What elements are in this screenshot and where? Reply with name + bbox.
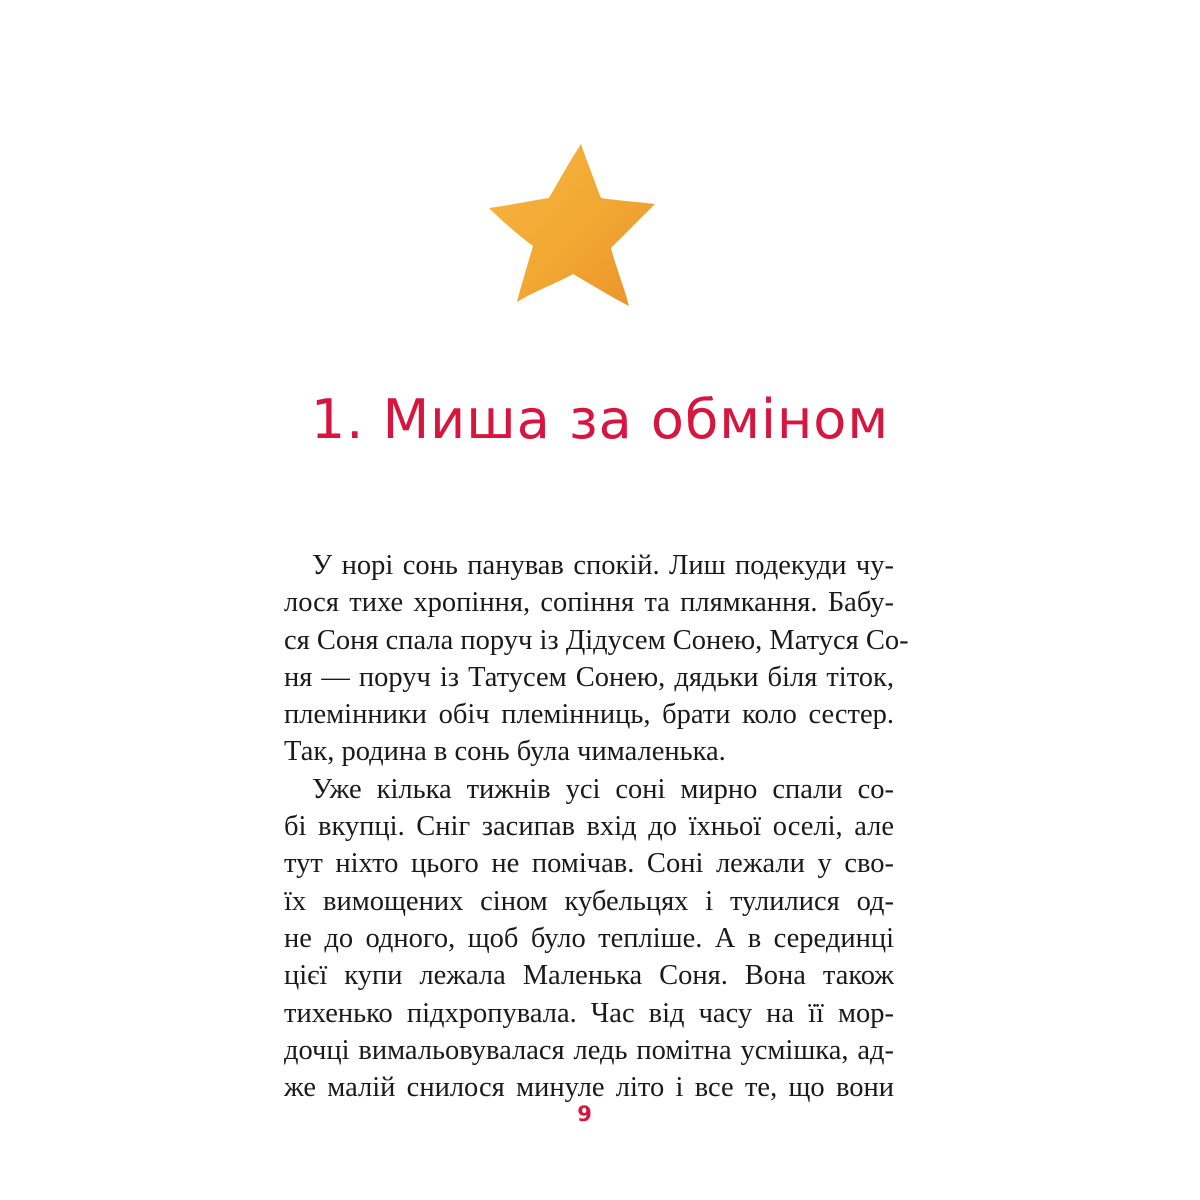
body-text	[284, 547, 909, 1106]
text-line: їх вимощених сіном кубельцях і тулилися од-	[284, 885, 894, 917]
text-line: ня — поруч із Татусем Сонею, дядьки біля тіток,	[284, 661, 894, 693]
text-line: ся Соня спала поруч із Дідусем Сонею, Матуся Со-	[284, 624, 909, 656]
chapter-title	[0, 388, 1200, 453]
star-icon	[487, 142, 657, 308]
star-shape	[489, 144, 655, 306]
text-line: тут ніхто цього не помічав. Соні лежали у сво-	[284, 848, 894, 880]
text-line: племінники обіч племінниць, брати коло сестер.	[284, 699, 894, 731]
text-line: же малій снилося минуле літо і все те, що вони	[284, 1072, 894, 1104]
text-line: Так, родина в сонь була чималенька.	[284, 736, 726, 768]
text-line: лося тихе хропіння, сопіння та плямкання. Бабу-	[284, 587, 894, 619]
text-line: У норі сонь панував спокій. Лиш подекуди чу-	[312, 550, 894, 581]
text-line: тихенько підхропувала. Час від часу на її мор-	[284, 997, 894, 1029]
text-line: дочці вимальовувалася ледь помітна усмішка, ад-	[284, 1034, 894, 1066]
text-line: бі вкупці. Сніг засипав вхід до їхньої оселі, але	[284, 811, 894, 843]
page-number: 9	[577, 1102, 592, 1126]
paragraph	[284, 771, 894, 1107]
chapter-title-text: 1. Миша за обміном	[310, 388, 890, 451]
paragraph	[284, 547, 909, 771]
text-line: Уже кілька тижнів усі соні мирно спали со-	[312, 773, 894, 805]
text-line: не до одного, щоб було тепліше. А в серединці	[284, 922, 894, 954]
text-line: цієї купи лежала Маленька Соня. Вона також	[284, 960, 894, 992]
